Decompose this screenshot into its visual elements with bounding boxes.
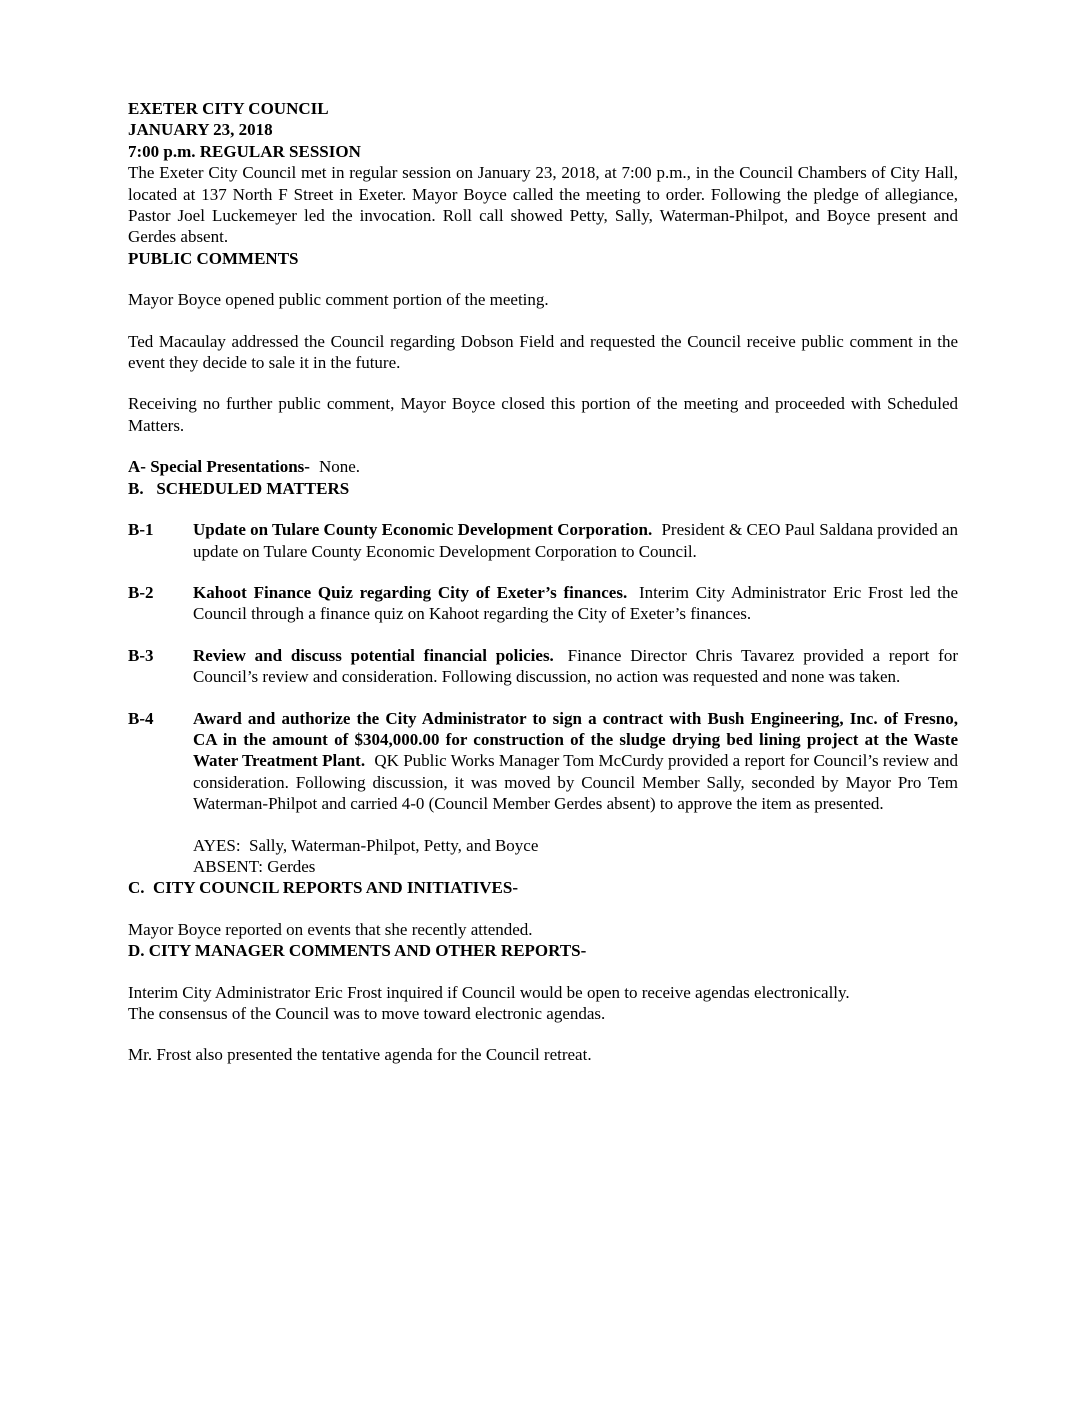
session-heading: 7:00 p.m. REGULAR SESSION (128, 141, 361, 161)
item-body (193, 708, 958, 815)
council-reports-paragraph: Mayor Boyce reported on events that she recently attended. (128, 919, 533, 939)
item-id: B-1 (128, 520, 154, 540)
special-presentations-value: None. (318, 457, 361, 477)
city-manager-heading: D. CITY MANAGER COMMENTS AND OTHER REPORTS- (128, 941, 587, 961)
vote-ayes-line: AYES: Sally, Waterman-Philpot, Petty, and Boyce (193, 835, 539, 855)
public-comments-paragraph: Mayor Boyce opened public comment portion of the meeting. (128, 290, 549, 310)
special-presentations-line (128, 456, 958, 477)
city-manager-line: Interim City Administrator Eric Frost inquired if Council would be open to receive agendas electronically. (128, 982, 850, 1002)
public-comments-heading: PUBLIC COMMENTS (128, 248, 299, 268)
vote-absent-line: ABSENT: Gerdes (193, 856, 316, 876)
document-date: JANUARY 23, 2018 (128, 120, 273, 140)
item-text: Finance Director Chris Tavarez provided a report for Council’s review and consideration. Following discussion, no action was requested and none was taken. (193, 645, 959, 687)
item-title: Award and authorize the City Administrator to sign a contract with Bush Engineering, Inc. of Fresno, CA in the amount of $304,000.00 for construction of the sludge drying bed lining project at the Waste Water Treatment Plant. (193, 708, 958, 771)
city-manager-closing: Mr. Frost also presented the tentative agenda for the Council retreat. (128, 1045, 592, 1065)
item-text: President & CEO Paul Saldana provided an update on Tulare County Economic Development Corporation to Council. (193, 520, 958, 561)
city-manager-line: The consensus of the Council was to move toward electronic agendas. (128, 1004, 606, 1023)
item-id: B-4 (128, 708, 154, 728)
item-body (193, 645, 958, 688)
scheduled-matter-item (128, 519, 958, 562)
scheduled-matter-item (128, 708, 958, 815)
item-text: Interim City Administrator Eric Frost led the Council through a finance quiz on Kahoot regarding the City of Exeter’s finances. (193, 582, 958, 624)
public-comments-paragraph: Ted Macaulay addressed the Council regarding Dobson Field and requested the Council receive public comment in the event they decide to sale it in the future. (128, 331, 958, 373)
document-title: EXETER CITY COUNCIL (128, 99, 329, 118)
item-body (193, 519, 958, 562)
session-paragraph: The Exeter City Council met in regular session on January 23, 2018, at 7:00 p.m., in the Council Chambers of City Hall, located at 137 North F Street in Exeter. Mayor Boyce called the meeting to order. Following the pledge of allegiance, Pastor Joel Luckemeyer led the invocation. Roll call showed Petty, Sally, Waterman-Philpot, and Boyce present and Gerdes absent. (128, 163, 958, 247)
scheduled-matters-heading: B. SCHEDULED MATTERS (128, 478, 350, 498)
item-id: B-3 (128, 645, 154, 665)
item-title: Update on Tulare County Economic Development Corporation. (193, 520, 653, 540)
item-title: Kahoot Finance Quiz regarding City of Exeter’s finances. (193, 582, 628, 602)
special-presentations-label: A- Special Presentations- (128, 457, 310, 477)
public-comments-paragraph: Receiving no further public comment, Mayor Boyce closed this portion of the meeting and proceeded with Scheduled Matters. (128, 394, 958, 435)
scheduled-matter-item (128, 582, 958, 625)
item-body (193, 582, 958, 625)
item-title: Review and discuss potential financial policies. (193, 645, 554, 665)
council-reports-heading: C. CITY COUNCIL REPORTS AND INITIATIVES- (128, 878, 519, 898)
item-text: QK Public Works Manager Tom McCurdy provided a report for Council’s review and consideration. Following discussion, it was moved by Council Member Sally, seconded by Mayor Pro Tem Waterman-Philpot and carried 4-0 (Council Member Gerdes absent) to approve the item as presented. (193, 751, 958, 814)
item-id: B-2 (128, 582, 154, 602)
scheduled-matter-item (128, 645, 958, 688)
meeting-minutes (128, 98, 958, 1066)
